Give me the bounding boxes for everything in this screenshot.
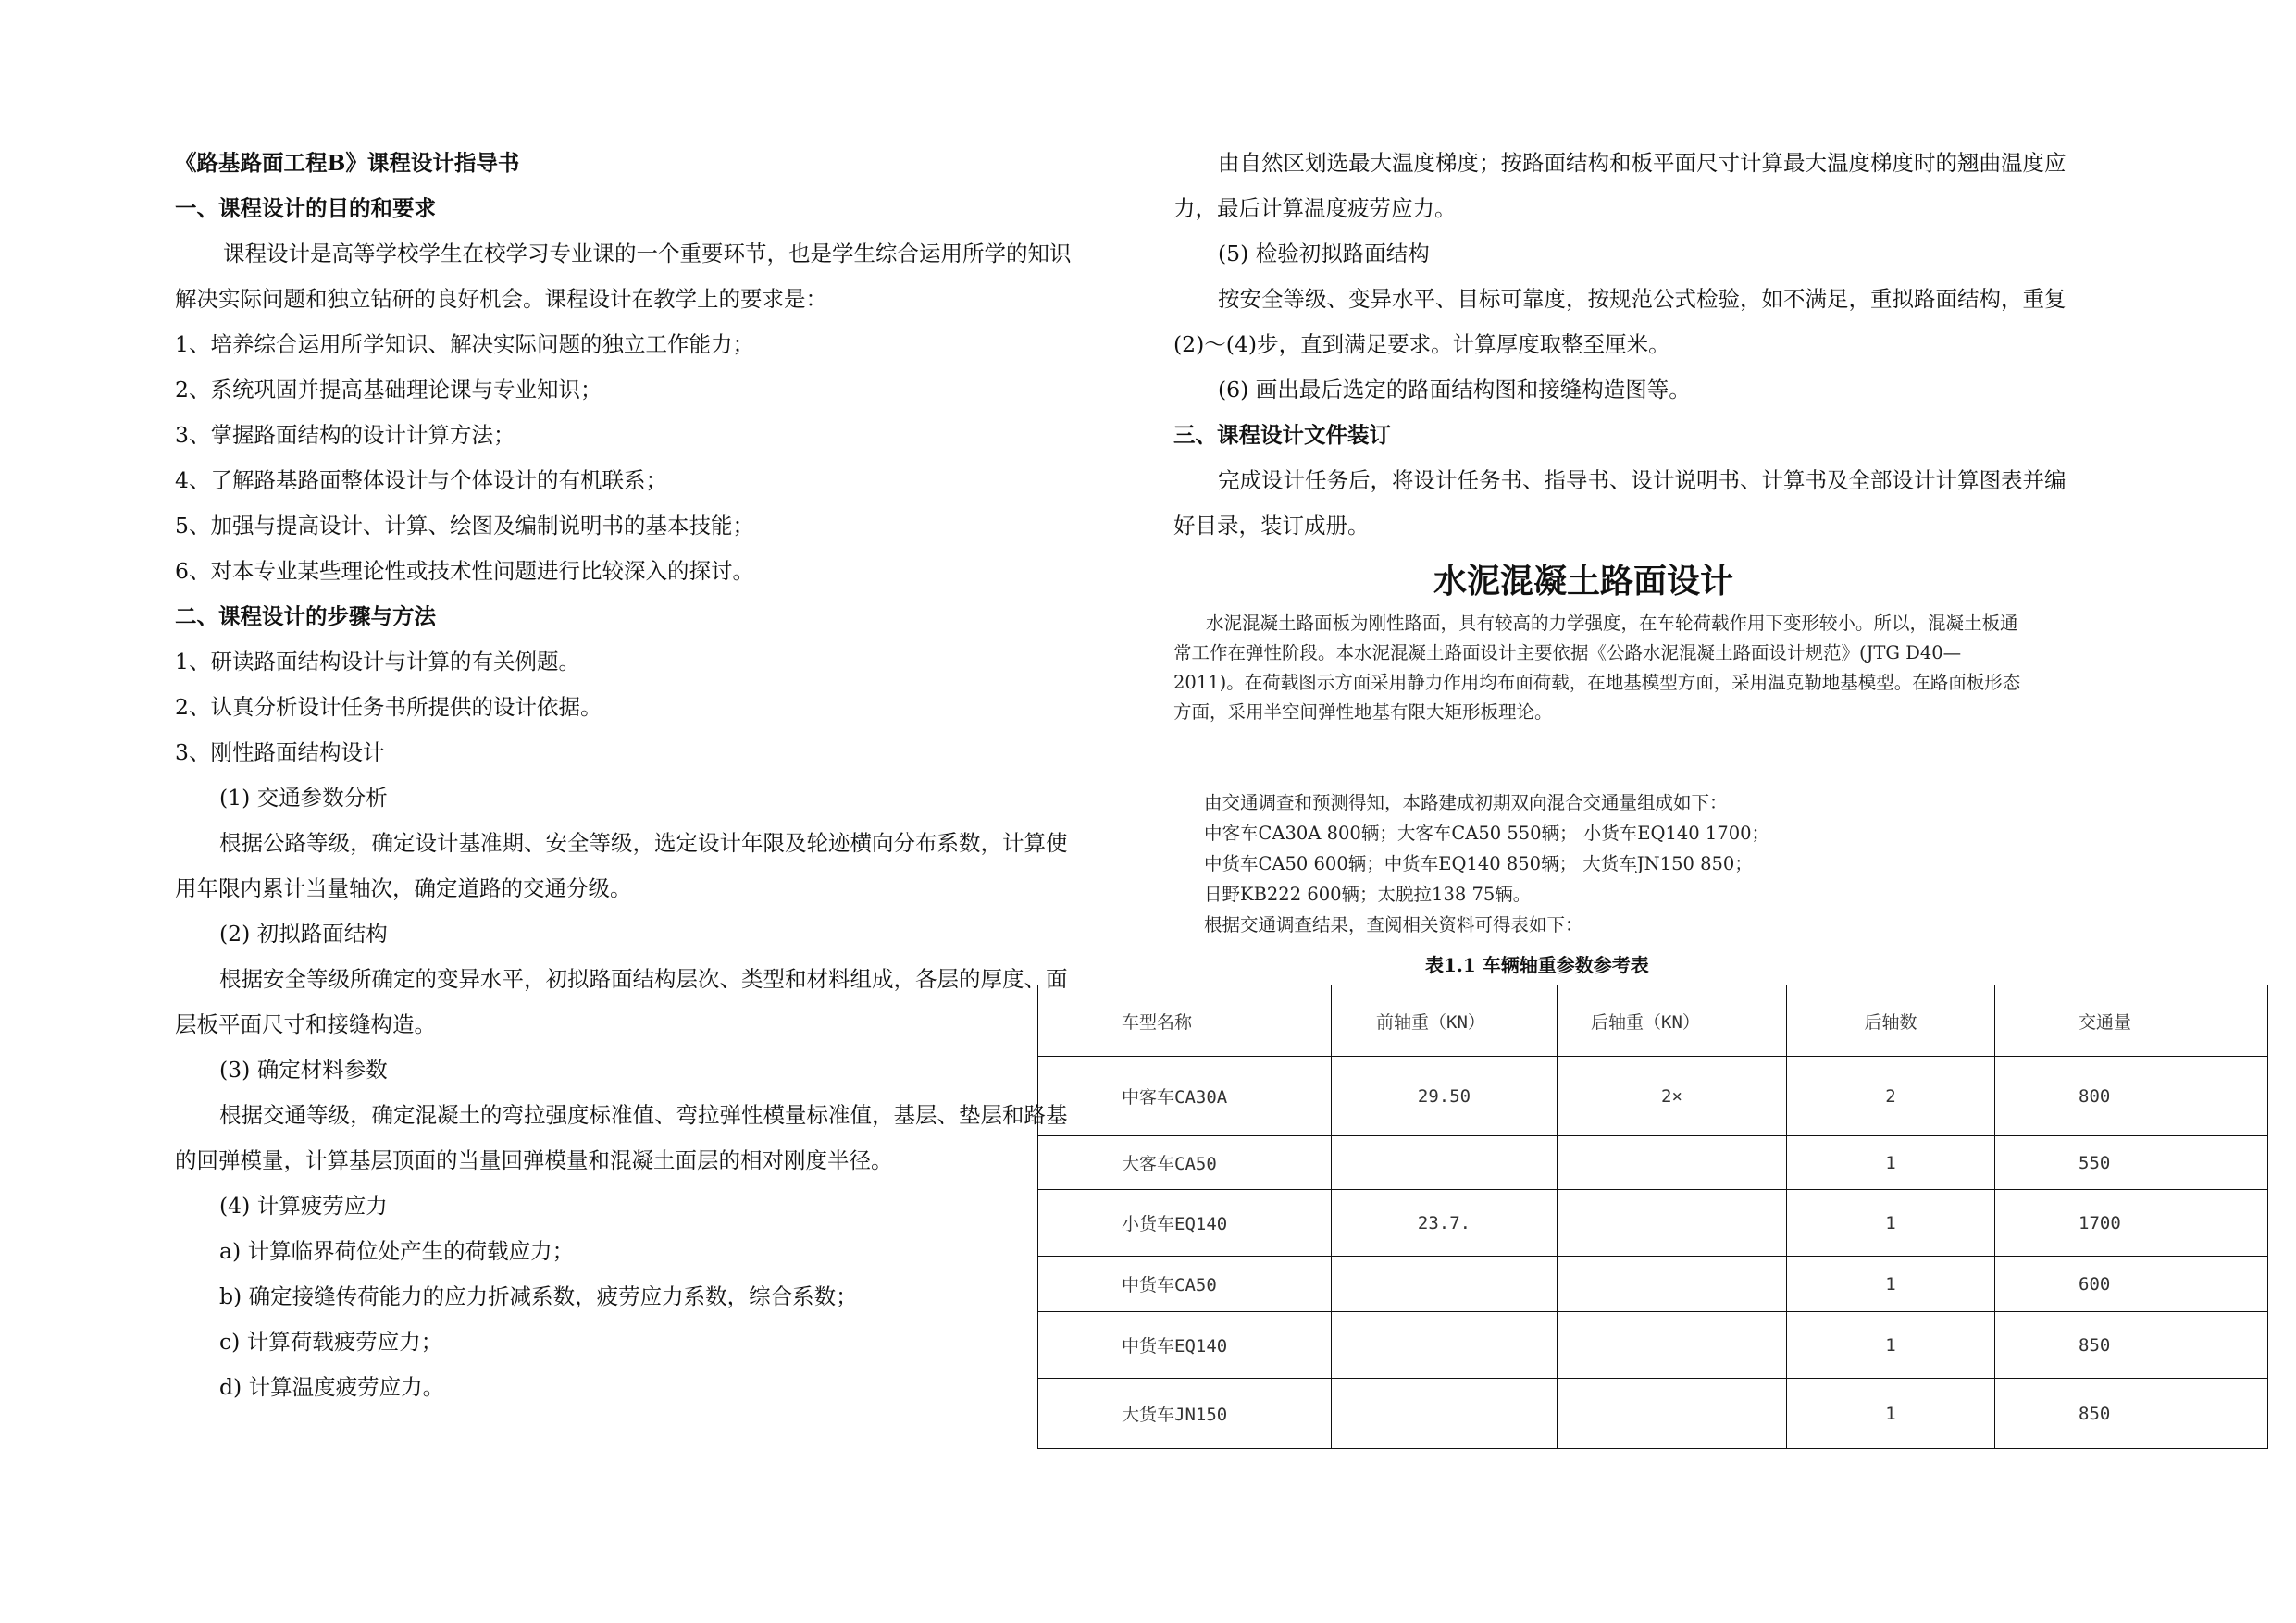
table-cell (1558, 1257, 1787, 1312)
table-cell: 1 (1787, 1312, 1995, 1379)
step-3-title: (3) 确定材料参数 (219, 1057, 388, 1083)
table-header-cell: 车型名称 (1038, 985, 1332, 1057)
step-5-text-line-2: (2)～(4)步，直到满足要求。计算厚度取整至厘米。 (1173, 331, 1670, 357)
table-row (1038, 1057, 2268, 1136)
table-cell (1332, 1379, 1558, 1449)
table-cell: 中货车EQ140 (1038, 1312, 1332, 1379)
table-cell: 2 (1787, 1057, 1995, 1136)
table-caption: 表1.1 车辆轴重参数参考表 (1425, 954, 1649, 976)
step-2-text-line-2: 层板平面尺寸和接缝构造。 (175, 1011, 436, 1037)
table-cell (1332, 1136, 1558, 1190)
table-cell (1332, 1312, 1558, 1379)
table-cell: 800 (1995, 1057, 2268, 1136)
step-1-text-line-2: 用年限内累计当量轴次，确定道路的交通分级。 (175, 875, 632, 901)
table-cell: 大客车CA50 (1038, 1136, 1332, 1190)
section-1-item: 5、加强与提高设计、计算、绘图及编制说明书的基本技能； (175, 513, 754, 539)
table-cell: 1 (1787, 1136, 1995, 1190)
section-2-item: 1、研读路面结构设计与计算的有关例题。 (175, 649, 580, 675)
section-2-item: 3、刚性路面结构设计 (175, 739, 385, 765)
document-title: 《路基路面工程B》课程设计指导书 (175, 150, 520, 176)
section-3-heading: 三、课程设计文件装订 (1173, 422, 1391, 448)
table-header-cell: 后轴重（KN） (1558, 985, 1787, 1057)
section-2-item: 2、认真分析设计任务书所提供的设计依据。 (175, 694, 602, 720)
continued-text-line-2: 力，最后计算温度疲劳应力。 (1173, 195, 1457, 221)
section-3-text-line-1: 完成设计任务后，将设计任务书、指导书、设计说明书、计算书及全部设计计算图表并编 (1218, 467, 2066, 493)
step-5-text-line-1: 按安全等级、变异水平、目标可靠度，按规范公式检验，如不满足，重拟路面结构，重复 (1218, 286, 2066, 312)
table-cell: 中客车CA30A (1038, 1057, 1332, 1136)
table-row (1038, 1257, 2268, 1312)
step-6-title: (6) 画出最后选定的路面结构图和接缝构造图等。 (1218, 377, 1691, 403)
step-4-item: c) 计算荷载疲劳应力； (219, 1329, 443, 1355)
table-header-row (1038, 985, 2268, 1057)
table-cell (1558, 1136, 1787, 1190)
traffic-line: 由交通调查和预测得知，本路建成初期双向混合交通量组成如下： (1204, 792, 1728, 813)
step-3-text-line-2: 的回弹模量，计算基层顶面的当量回弹模量和混凝土面层的相对刚度半径。 (175, 1147, 893, 1173)
section-1-item: 4、了解路基路面整体设计与个体设计的有机联系； (175, 467, 667, 493)
table-cell: 850 (1995, 1379, 2268, 1449)
table-row (1038, 1379, 2268, 1449)
intro-line: 方面，采用半空间弹性地基有限大矩形板理论。 (1173, 701, 1553, 723)
table-cell: 600 (1995, 1257, 2268, 1312)
step-4-item: a) 计算临界荷位处产生的荷载应力； (219, 1238, 575, 1264)
table-cell (1558, 1312, 1787, 1379)
section-1-intro-line-1: 课程设计是高等学校学生在校学习专业课的一个重要环节，也是学生综合运用所学的知识 (223, 241, 1072, 266)
section-1-intro-line-2: 解决实际问题和独立钻研的良好机会。课程设计在教学上的要求是： (175, 286, 827, 312)
intro-line: 2011)。在荷载图示方面采用静力作用均布面荷载，在地基模型方面，采用温克勒地基模型。在路面板形态 (1173, 672, 2021, 693)
section-1-heading: 一、课程设计的目的和要求 (175, 195, 436, 221)
table-cell (1558, 1379, 1787, 1449)
table-header-cell: 后轴数 (1787, 985, 1995, 1057)
step-1-title: (1) 交通参数分析 (219, 785, 388, 811)
traffic-line: 根据交通调查结果，查阅相关资料可得表如下： (1204, 914, 1583, 935)
table-cell: 850 (1995, 1312, 2268, 1379)
table-cell: 1700 (1995, 1190, 2268, 1257)
intro-line: 常工作在弹性阶段。本水泥混凝土路面设计主要依据《公路水泥混凝土路面设计规范》(JTG D40— (1173, 642, 1962, 663)
table-row (1038, 1190, 2268, 1257)
step-1-text-line-1: 根据公路等级，确定设计基准期、安全等级，选定设计年限及轮迹横向分布系数，计算使 (219, 830, 1068, 856)
intro-line: 水泥混凝土路面板为刚性路面，具有较高的力学强度，在车轮荷载作用下变形较小。所以，混凝土板通 (1206, 613, 2018, 634)
step-4-item: b) 确定接缝传荷能力的应力折减系数，疲劳应力系数，综合系数； (219, 1283, 858, 1309)
step-5-title: (5) 检验初拟路面结构 (1218, 241, 1430, 266)
traffic-line: 中货车CA50 600辆；中货车EQ140 850辆； 大货车JN150 850； (1204, 853, 1753, 874)
continued-text-line-1: 由自然区划选最大温度梯度；按路面结构和板平面尺寸计算最大温度梯度时的翘曲温度应 (1218, 150, 2066, 176)
section-1-item: 3、掌握路面结构的设计计算方法； (175, 422, 515, 448)
traffic-line: 日野KB222 600辆；太脱拉138 75辆。 (1204, 884, 1532, 905)
traffic-line: 中客车CA30A 800辆；大客车CA50 550辆； 小货车EQ140 1700； (1204, 823, 1770, 844)
table-cell (1558, 1190, 1787, 1257)
section-1-item: 2、系统巩固并提高基础理论课与专业知识； (175, 377, 602, 403)
step-4-item: d) 计算温度疲劳应力。 (219, 1374, 445, 1400)
table-header-cell: 交通量 (1995, 985, 2268, 1057)
step-3-text-line-1: 根据交通等级，确定混凝土的弯拉强度标准值、弯拉弹性模量标准值，基层、垫层和路基 (219, 1102, 1068, 1128)
axle-load-table (1037, 985, 2268, 1449)
main-title: 水泥混凝土路面设计 (1433, 563, 1734, 601)
table-cell: 大货车JN150 (1038, 1379, 1332, 1449)
table-cell: 29.50 (1332, 1057, 1558, 1136)
step-2-title: (2) 初拟路面结构 (219, 921, 388, 947)
table-header-cell: 前轴重（KN） (1332, 985, 1558, 1057)
table-cell: 中货车CA50 (1038, 1257, 1332, 1312)
table-cell: 小货车EQ140 (1038, 1190, 1332, 1257)
table-cell: 23.7. (1332, 1190, 1558, 1257)
table-row (1038, 1136, 2268, 1190)
step-2-text-line-1: 根据安全等级所确定的变异水平，初拟路面结构层次、类型和材料组成，各层的厚度、面 (219, 966, 1068, 992)
section-3-text-line-2: 好目录，装订成册。 (1173, 513, 1370, 539)
table-cell: 1 (1787, 1257, 1995, 1312)
section-1-item: 1、培养综合运用所学知识、解决实际问题的独立工作能力； (175, 331, 754, 357)
section-1-item: 6、对本专业某些理论性或技术性问题进行比较深入的探讨。 (175, 558, 754, 584)
table-cell: 2× (1558, 1057, 1787, 1136)
section-2-heading: 二、课程设计的步骤与方法 (175, 603, 436, 629)
table-cell: 1 (1787, 1379, 1995, 1449)
table-cell: 550 (1995, 1136, 2268, 1190)
step-4-title: (4) 计算疲劳应力 (219, 1193, 388, 1219)
table-cell: 1 (1787, 1190, 1995, 1257)
table-cell (1332, 1257, 1558, 1312)
table-row (1038, 1312, 2268, 1379)
